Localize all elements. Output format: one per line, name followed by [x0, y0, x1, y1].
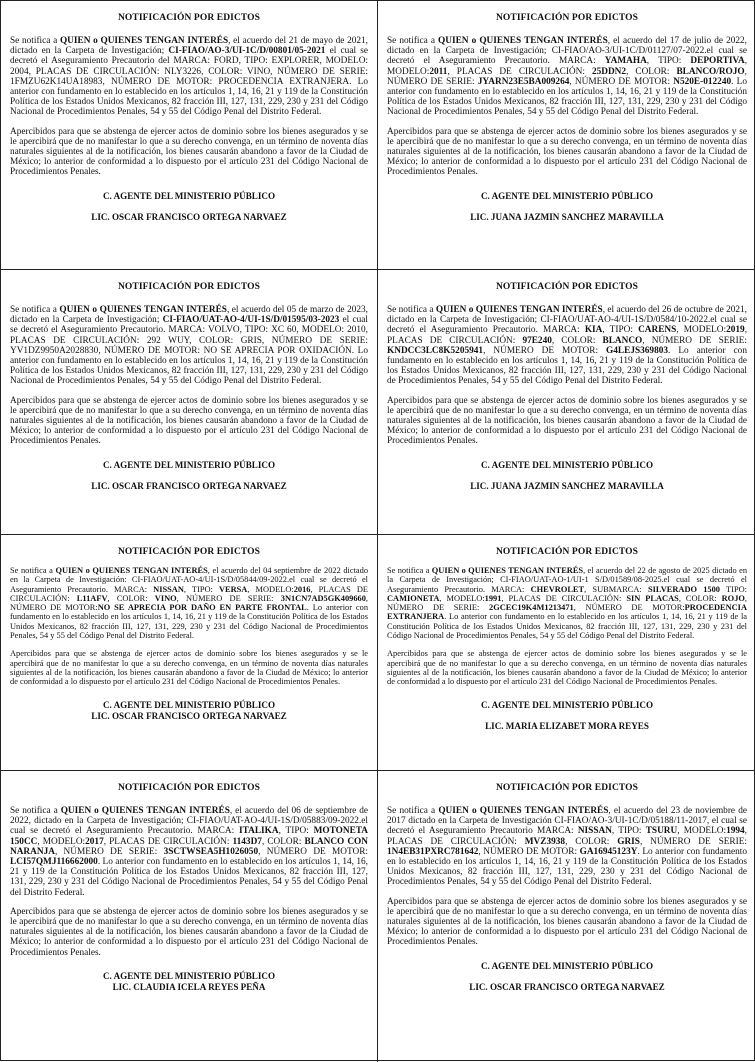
- signature-title: C. AGENTE DEL MINISTERIO PÚBLICO: [480, 960, 654, 971]
- signature-name: LIC. CLAUDIA ICELA REYES PEÑA: [112, 981, 266, 992]
- notice-warning: Apercibidos para que se abstenga de ejercer actos de dominio sobre los bienes asegurados y se le apercibirá que de no manifestar lo que a su derecho convenga, en un término de noventa días naturales siguientes al de la notificación, los bienes causarán abandono a favor de la Ciudad de México; lo anterior de conformidad a lo dispuesto por el artículo 231 del Código Nacional de Procedimientos Penales.: [10, 395, 368, 447]
- signature-name: LIC. JUANA JAZMIN SANCHEZ MARAVILLA: [470, 480, 664, 491]
- notice-body: Se notifica a QUIEN o QUIENES TENGAN INTERÉS, el acuerdo del 21 de mayo de 2021, dictado en la Carpeta de Investigación; CI-FIAO/AO-3/UI-1C/D/00801/05-2021 el cual se decretó el Aseguramiento Precautorio del MARCA: FORD, TIPO: EXPLORER, MODELO: 2004, PLACAS DE CIRCULACIÓN: NLY3226, COLOR: VINO, NÚMERO DE SERIE: 1FMZU62K14UA18983, NÚMERO DE MOTOR: PROCEDENCIA EXTRANJERA. Lo anterior con fundamento en lo establecido en los artículos 1, 14, 16, 21 y 119 de la Constitución Política de los Estados Unidos Mexicanos, 82 fracción III, 127, 131, 229, 230 y 231 del Código Nacional de Procedimientos Penales, 54 y 55 del Código Penal del Distrito Federal.: [10, 36, 369, 118]
- notice-8: [378, 771, 755, 1062]
- notice-4: [378, 270, 755, 535]
- notice-title: NOTIFICACIÓN POR EDICTOS: [495, 783, 639, 793]
- signature-name: LIC. OSCAR FRANCISCO ORTEGA NARVAEZ: [91, 480, 287, 491]
- notice-2: [378, 1, 755, 270]
- signature-title: C. AGENTE DEL MINISTERIO PÚBLICO: [480, 699, 654, 710]
- signature-name: LIC. OSCAR FRANCISCO ORTEGA NARVAEZ: [91, 710, 287, 721]
- notice-warning: Apercibidos para que se abstenga de ejercer actos de dominio sobre los bienes asegurados y se le apercibirá que de no manifestar lo que a su derecho convenga, en un término de noventa días naturales siguientes al de la notificación, los bienes causarán abandono a favor de la Ciudad de México; lo anterior de conformidad a lo dispuesto por el artículo 231 del Código Nacional de Procedimientos Penales.: [387, 649, 747, 687]
- signature-title: C. AGENTE DEL MINISTERIO PÚBLICO: [102, 459, 276, 470]
- notice-title: NOTIFICACIÓN POR EDICTOS: [495, 13, 639, 23]
- notice-title: NOTIFICACIÓN POR EDICTOS: [117, 13, 261, 23]
- notice-body: Se notifica a QUIEN o QUIENES TENGAN INTERÉS, el acuerdo del 05 de marzo de 2023, dictado en la Carpeta de Investigación; CI-FIAO/UAT-AO-4/UI-1S/D/01595/03-2023 el cual se decretó el Aseguramiento Precautorio. MARCA: VOLVO, TIPO: XC 60, MODELO: 2010, PLACAS DE CIRCULACIÓN: 292 WUY, COLOR: GRIS, NÚMERO DE SERIE: YV1DZ9950A2028830, NÚMERO DE MOTOR: NO SE APRECIA POR OXIDACIÓN. Lo anterior con fundamento en lo establecido en los artículos 1, 14, 16, 21 y 119 de la Constitución Política de los Estados Unidos Mexicanos, 82 fracción III, 127, 131, 229, 230 y 231 del Código Nacional de Procedimientos Penales, 54 y 55 del Código Penal del Distrito Federal.: [10, 305, 369, 387]
- notice-6: [378, 535, 755, 771]
- notice-title: NOTIFICACIÓN POR EDICTOS: [117, 547, 261, 557]
- notice-warning: Apercibidos para que se abstenga de ejercer actos de dominio sobre los bienes asegurados y se le apercibirá que de no manifestar lo que a su derecho convenga, en un término de noventa días naturales siguientes al de la notificación, los bienes causarán abandono a favor de la Ciudad de México; lo anterior de conformidad a lo dispuesto por el artículo 231 del Código Nacional de Procedimientos Penales.: [10, 126, 368, 178]
- notice-warning: Apercibidos para que se abstenga de ejercer actos de dominio sobre los bienes asegurados y se le apercibirá que de no manifestar lo que a su derecho convenga, en un término de noventa días naturales siguientes al de la notificación, los bienes causarán abandono a favor de la Ciudad de México; lo anterior de conformidad a lo dispuesto por el artículo 231 del Código Nacional de Procedimientos Penales.: [10, 906, 368, 958]
- notice-body: Se notifica a QUIEN o QUIENES TENGAN INTERÉS, el acuerdo del 23 de noviembre de 2017 dictado en la Carpeta de Investigación CI-FIAO/AO-3/UI-1C/D/05188/11-2017, el cual se decretó el Aseguramiento Precautorio MARCA: NISSAN, TIPO: TSURU, MODELO:1994, PLACAS DE CIRCULACIÓN: MVZ3938, COLOR: GRIS, NÚMERO DE SERIE: 1N4EB31PXRC781642, NÚMERO DE MOTOR: GA16945123Y. Lo anterior con fundamento en lo establecido en los artículos 1, 14, 16, 21 y 119 de la Constitución Política de los Estados Unidos Mexicanos, 82 fracción III, 127, 131, 229, 230 y 231 del Código Nacional de Procedimientos Penales, 54 y 55 del Código Penal del Distrito Federal.: [387, 806, 748, 888]
- notice-5: [1, 535, 378, 771]
- signature-title: C. AGENTE DEL MINISTERIO PÚBLICO: [480, 459, 654, 470]
- signature-name: LIC. OSCAR FRANCISCO ORTEGA NARVAEZ: [469, 981, 665, 992]
- notice-title: NOTIFICACIÓN POR EDICTOS: [117, 282, 261, 292]
- notice-title: NOTIFICACIÓN POR EDICTOS: [495, 282, 639, 292]
- signature-name: LIC. MARIA ELIZABET MORA REYES: [485, 720, 649, 731]
- signature-name: LIC. OSCAR FRANCISCO ORTEGA NARVAEZ: [91, 211, 287, 222]
- notice-body: Se notifica a QUIEN o QUIENES TENGAN INTERÉS, el acuerdo del 17 de julio de 2022, dictado en la Carpeta de Investigación; CI-FIAO/AO-3/UI-1C/D/01127/07-2022.el cual se decretó el Aseguramiento Precautorio. MARCA: YAMAHA, TIPO: DEPORTIVA, MODELO:2011, PLACAS DE CIRCULACIÓN: 25DDN2, COLOR: BLANCO/ROJO, NÚMERO DE SERIE: JYARN23E5BA009264, NÚMERO DE MOTOR: N520E-012240. Lo anterior con fundamento en lo establecido en los artículos 1, 14, 16, 21 y 119 de la Constitución Política de los Estados Unidos Mexicanos, 82 fracción III, 127, 131, 229, 230 y 231 del Código Nacional de Procedimientos Penales, 54 y 55 del Código Penal del Distrito Federal.: [387, 36, 748, 118]
- notice-warning: Apercibidos para que se abstenga de ejercer actos de dominio sobre los bienes asegurados y se le apercibirá que de no manifestar lo que a su derecho convenga, en un término de noventa días naturales siguientes al de la notificación, los bienes causarán abandono a favor de la Ciudad de México; lo anterior de conformidad a lo dispuesto por el artículo 231 del Código Nacional de Procedimientos Penales.: [387, 395, 747, 447]
- signature-title: C. AGENTE DEL MINISTERIO PÚBLICO: [102, 699, 276, 710]
- signature-name: LIC. JUANA JAZMIN SANCHEZ MARAVILLA: [470, 211, 664, 222]
- notice-warning: Apercibidos para que se abstenga de ejercer actos de dominio sobre los bienes asegurados y se le apercibirá que de no manifestar lo que a su derecho convenga, en un término de noventa días naturales siguientes al de la notificación, los bienes causarán abandono a favor de la Ciudad de México; lo anterior de conformidad a lo dispuesto por el artículo 231 del Código Nacional de Procedimientos Penales.: [10, 649, 368, 687]
- notice-body: Se notifica a QUIEN o QUIENES TENGAN INTERÉS, el acuerdo del 06 de septiembre de 2022, dictado en la Carpeta de Investigación; CI-FIAO/UAT-AO-4/UI-1S/D/05883/09-2022.el cual se decretó el Aseguramiento Precautorio. MARCA: ITALIKA, TIPO: MOTONETA 150CC, MODELO:2017, PLACAS DE CIRCULACIÓN: 1143D7, COLOR: BLANCO CON NARANJA, NÚMERO DE SERIE: 3SCTWSEA5H1026050, NÚMERO DE MOTOR: LCI57QMJ116662000. Lo anterior con fundamento en lo establecido en los artículos 1, 14, 16, 21 y 119 de la Constitución Política de los Estados Unidos Mexicanos, 82 fracción III, 127, 131, 229, 230 y 231 del Código Nacional de Procedimientos Penales, 54 y 55 del Código Penal del Distrito Federal.: [10, 806, 369, 898]
- signature-title: C. AGENTE DEL MINISTERIO PÚBLICO: [480, 190, 654, 201]
- notice-7: [1, 771, 378, 1062]
- notice-warning: Apercibidos para que se abstenga de ejercer actos de dominio sobre los bienes asegurados y se le apercibirá que de no manifestar lo que a su derecho convenga, en un término de noventa días naturales siguientes al de la notificación, los bienes causarán abandono a favor de la Ciudad de México; lo anterior de conformidad a lo dispuesto por el artículo 231 del Código Nacional de Procedimientos Penales.: [387, 126, 747, 178]
- signature-title: C. AGENTE DEL MINISTERIO PÚBLICO: [102, 190, 276, 201]
- notice-title: NOTIFICACIÓN POR EDICTOS: [117, 783, 261, 793]
- notice-3: [1, 270, 378, 535]
- notice-warning: Apercibidos para que se abstenga de ejercer actos de dominio sobre los bienes asegurados y se le apercibirá que de no manifestar lo que a su derecho convenga, en un término de noventa días naturales siguientes al de la notificación, los bienes causarán abandono a favor de la Ciudad de México; lo anterior de conformidad a lo dispuesto por el artículo 231 del Código Nacional de Procedimientos Penales.: [387, 896, 747, 948]
- signature-title: C. AGENTE DEL MINISTERIO PÚBLICO: [102, 970, 276, 981]
- notice-body: Se notifica a QUIEN o QUIENES TENGAN INTERÉS, el acuerdo del 04 septiembre de 2022 dictado en la Carpeta de Investigación: CI-FIAO/UAT-AO-4/UI-1S/D/05844/09-2022.el cual se decretó el Aseguramiento Precautorio. MARCA: NISSAN, TIPO: VERSA, MODELO:2016, PLACAS DE CIRCULACIÓN: L11AFV, COLOR: VINO, NÚMERO DE SERIE: 3N1CN7AD5GK409660, NÚMERO DE MOTOR:NO SE APRECIA POR DAÑO EN PARTE FRONTAL. Lo anterior con fundamento en lo establecido en los artículos 1, 14, 16, 21 y 119 de la Constitución Política de los Estados Unidos Mexicanos, 82 fracción III, 127, 131, 229, 230 y 231 del Código Nacional de Procedimientos Penales, 54 y 55 del Código Penal del Distrito Federal.: [10, 566, 369, 641]
- notice-title: NOTIFICACIÓN POR EDICTOS: [495, 547, 639, 557]
- notice-1: [1, 1, 378, 270]
- notice-body: Se notifica a QUIEN o QUIENES TENGAN INTERÉS, el acuerdo del 26 de octubre de 2021, dictado en la Carpeta de Investigación; CI-FIAO/UAT-AO-4/UI-1S/D/0584/10-2022.el cual se decretó el Aseguramiento Precautorio. MARCA: KIA, TIPO: CARENS, MODELO:2019, PLACAS DE CIRCULACIÓN: 97E240, COLOR: BLANCO, NÚMERO DE SERIE: KNDCC3LC8K5205941, NÚMERO DE MOTOR: G4LEJS369803. Lo anterior con fundamento en lo establecido en los artículos 1, 14, 16, 21 y 119 de la Constitución Política de los Estados Unidos Mexicanos, 82 fracción III, 127, 131, 229, 230 y 231 del Código Nacional de Procedimientos Penales, 54 y 55 del Código Penal del Distrito Federal.: [387, 305, 748, 387]
- notice-body: Se notifica a QUIEN o QUIENES TENGAN INTERÉS, el acuerdo del 22 de agosto de 2025 dictado en la Carpeta de Investigación; CI-FIAO/UAT-AO-1/UI-1 S/D/01589/08-2025.el cual se decretó el Aseguramiento Precautorio. MARCA: CHEVROLET, SUBMARCA: SILVERADO 1500 TIPO: CAMIONETA, MODELO:1991, PLACAS DE CIRCULACIÓN: SIN PLACAS, COLOR: ROJO, NÚMERO DE SERIE: 2GCEC19K4M1213471, NÚMERO DE MOTOR:PROCEDENCIA EXTRANJERA. Lo anterior con fundamento en lo establecido en los artículos 1, 14, 16, 21 y 119 de la Constitución Política de los Estados Unidos Mexicanos, 82 fracción III, 127, 131, 229, 230 y 231 del Código Nacional de Procedimientos Penales, 54 y 55 del Código Penal del Distrito Federal.: [387, 566, 748, 641]
